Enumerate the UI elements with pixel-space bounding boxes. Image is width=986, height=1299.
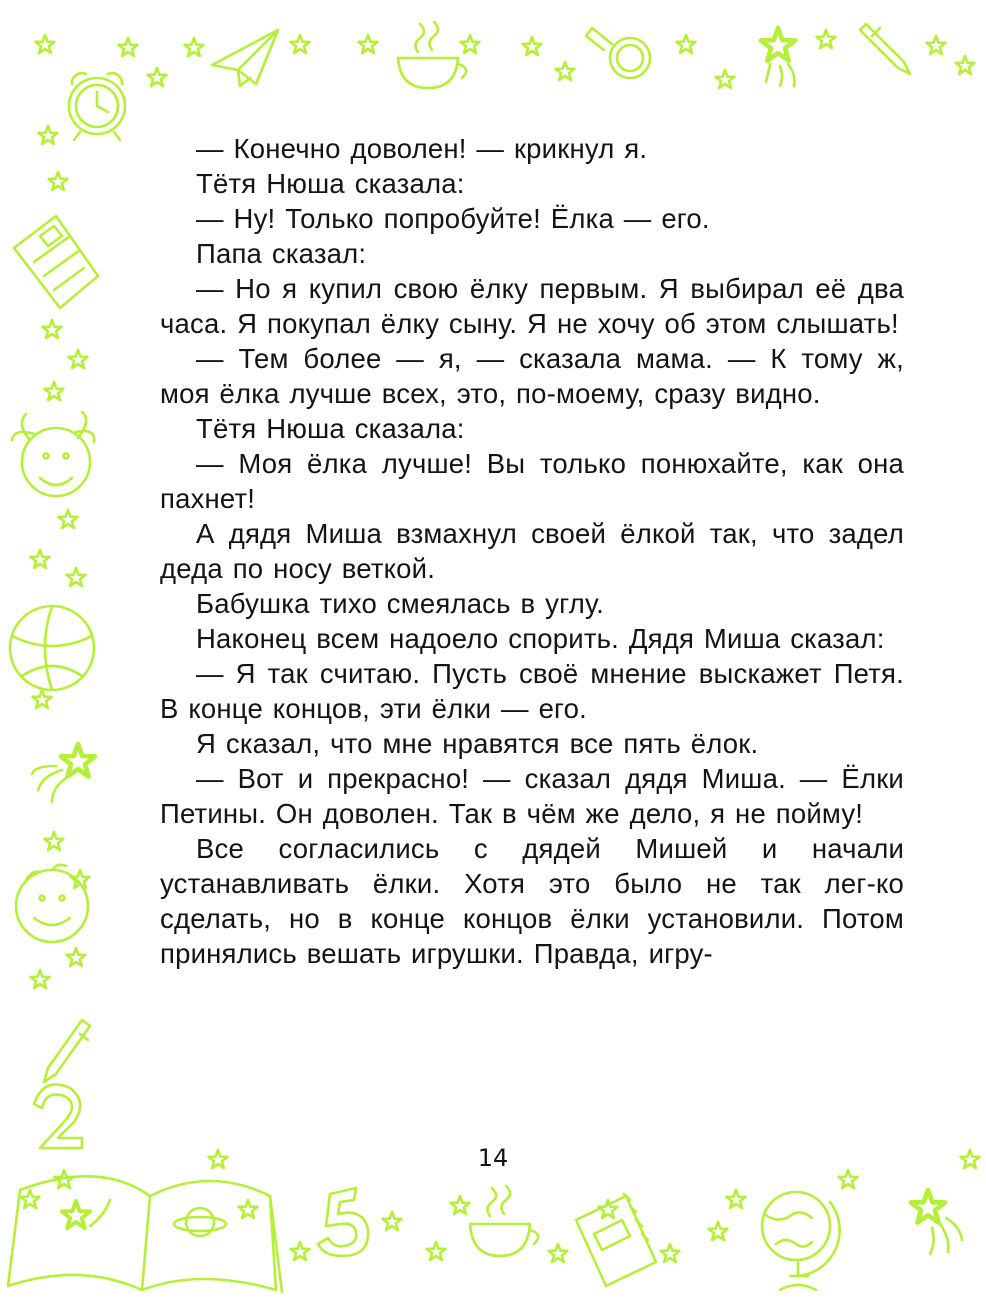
shooting-star-icon — [911, 1190, 962, 1254]
number-two-icon — [34, 1084, 82, 1148]
paragraph: — Конечно доволен! — крикнул я. — [196, 133, 648, 164]
paragraph: — Моя ёлка лучше! Вы только понюхайте, как она пахнет! — [160, 448, 904, 514]
paper-plane-icon — [212, 30, 278, 86]
paragraph: — Тем более — я, — сказала мама. — К тому ж, моя ёлка лучше всех, это, по-моему, сразу видно. — [160, 343, 904, 409]
page-number: 14 — [477, 1144, 509, 1172]
paragraph: Наконец всем надоело спорить. Дядя Миша сказал: — [196, 623, 885, 654]
paragraph: Я сказал, что мне нравятся все пять ёлок. — [196, 728, 759, 759]
globe-icon — [762, 1192, 840, 1290]
alarm-clock-icon — [69, 73, 125, 140]
shooting-star-icon — [32, 744, 95, 802]
pen-icon — [44, 1020, 90, 1082]
paragraph: Бабушка тихо смеялась в углу. — [196, 588, 605, 619]
shooting-star-icon — [761, 28, 795, 86]
note-paper-icon — [14, 216, 98, 308]
pen-icon — [860, 24, 910, 74]
open-book-icon — [8, 1176, 282, 1292]
paragraph: — Вот и прекрасно! — сказал дядя Миша. — Ёлки Петины. Он доволен. Так в чём же дело, я не пойму! — [160, 763, 904, 829]
magnifier-icon — [586, 28, 650, 78]
paragraph: Все согласились с дядей Мишей и начали устанавливать ёлки. Хотя это было не так лег-ко сделать, но в конце концов ёлки установили. Потом принялись вешать игрушки. Правда, игру- — [160, 833, 904, 969]
paragraph: — Я так считаю. Пусть своё мнение выскажет Петя. В конце концов, эти ёлки — его. — [160, 658, 904, 724]
paragraph: — Но я купил свою ёлку первым. Я выбирал её два часа. Я покупал ёлку сыну. Я не хочу об этом слышать! — [160, 273, 904, 339]
number-five-icon — [318, 1188, 368, 1256]
ball-icon — [10, 606, 94, 690]
paragraph: А дядя Миша взмахнул своей ёлкой так, что задел деда по носу веткой. — [160, 518, 904, 584]
coffee-cup-icon — [470, 1186, 538, 1256]
planet-icon — [174, 1208, 226, 1236]
girl-face-icon — [12, 412, 94, 496]
paragraph: Тётя Нюша сказала: — [196, 413, 465, 444]
paragraph: Папа сказал: — [196, 238, 367, 269]
paragraph: Тётя Нюша сказала: — [196, 168, 465, 199]
coffee-cup-icon — [398, 22, 466, 88]
story-text — [160, 131, 904, 971]
paragraph: — Ну! Только попробуйте! Ёлка — его. — [196, 203, 710, 234]
